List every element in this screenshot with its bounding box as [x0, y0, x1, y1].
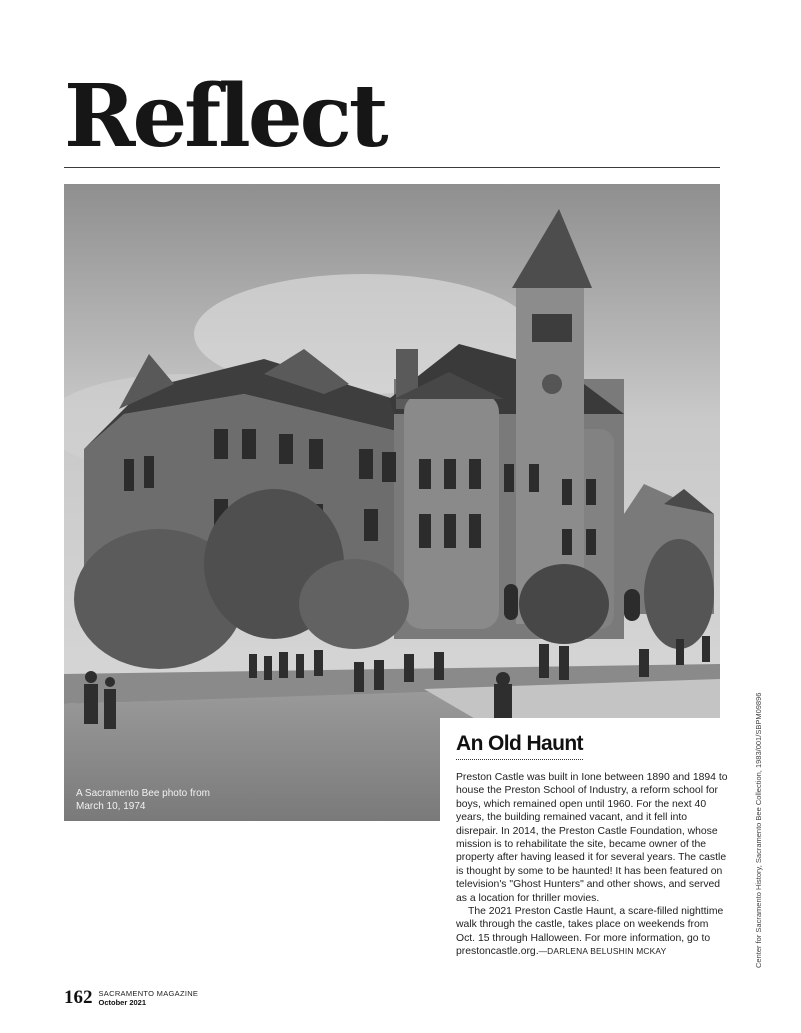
article-headline: An Old Haunt [456, 732, 583, 760]
article-sidebar [440, 718, 730, 968]
article-paragraph: Preston Castle was built in Ione between 1890 and 1894 to house the Preston School of Industry, a reform school for boys, which remained open until 1960. For the next 40 years, the building remained vacant, and it fell into disrepair. In 2014, the Preston Castle Foundation, whose mission is to rehabilitate the site, became owner of the property after having leased it for several years. The castle is thought by some to be haunted! It has been featured on television's "Ghost Hunters" and other shows, and served as a location for thriller movies. [456, 772, 728, 904]
photo-caption: A Sacramento Bee photo from March 10, 1974 [76, 788, 210, 812]
publication-name: SACRAMENTO MAGAZINE [98, 989, 199, 998]
issue-date: October 2021 [98, 998, 147, 1007]
article-paragraph-text: The 2021 Preston Castle Haunt, a scare-filled nighttime walk through the castle, takes place on weekends from Oct. 15 through Halloween. For more information, go to prestoncastle.org. [456, 906, 724, 958]
page-number: 162 [64, 987, 93, 1008]
page-folio [64, 987, 198, 1009]
round-tower [404, 394, 499, 629]
publication-info [99, 989, 199, 1007]
article-paragraph [456, 905, 728, 959]
photo-credit: Center for Sacramento History, Sacramento Bee Collection, 1983/001/SBPM09896 [754, 692, 763, 968]
byline: —DARLENA BELUSHIN MCKAY [538, 946, 667, 957]
section-title: Reflect [64, 66, 386, 167]
header-rule [64, 167, 720, 168]
